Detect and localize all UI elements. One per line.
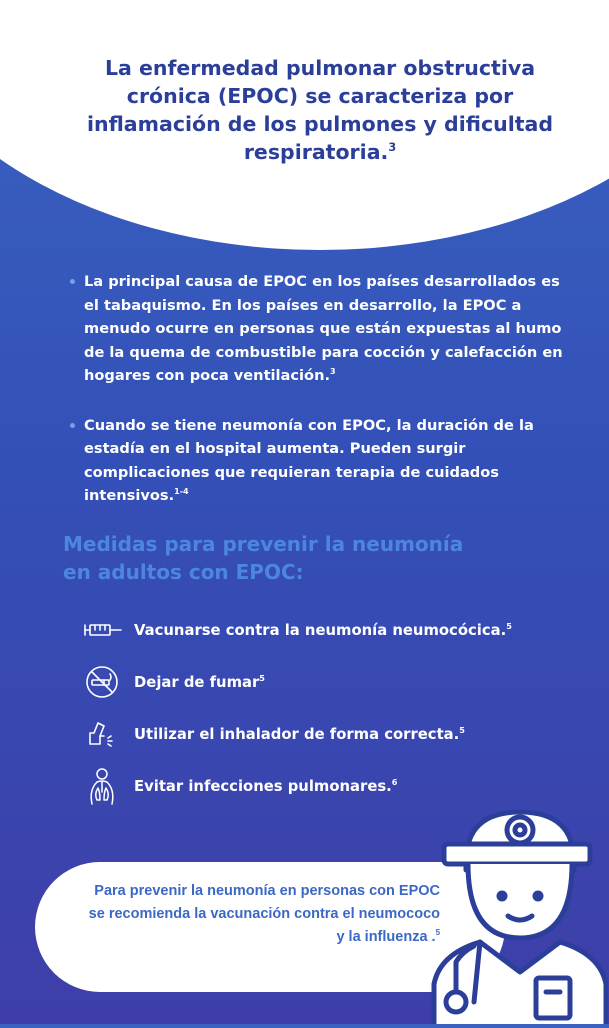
bullet-item-causes	[68, 270, 563, 388]
measure-text: Vacunarse contra la neumonía neumocócica.$^5$	[134, 620, 512, 639]
measure-item-inhaler	[82, 708, 562, 760]
prevention-measures-list	[82, 604, 562, 812]
bullet-dot-icon	[70, 423, 75, 428]
measure-text: Evitar infecciones pulmonares.$^6$	[134, 776, 398, 795]
page-headline	[60, 54, 580, 166]
bullet-text: La principal causa de EPOC en los países desarrollados es el tabaquismo. En los países en desarrollo, la EPOC a menudo ocurre en personas que están expuestas al humo de la quema de combustible para cocción y calefacción en hogares con poca ventilación.	[84, 273, 563, 384]
note-reference: 5	[435, 928, 440, 938]
measure-item-vaccine	[82, 604, 562, 656]
headline-reference: 3	[388, 141, 397, 155]
measure-text: Dejar de fumar$^5$	[134, 672, 265, 691]
measure-text: Utilizar el inhalador de forma correcta.$^5$	[134, 724, 465, 743]
bullet-reference: 1-4	[174, 487, 189, 497]
no-smoking-icon	[82, 662, 122, 702]
bullet-reference: 3	[330, 367, 336, 377]
measure-item-avoid-infections	[82, 760, 562, 812]
note-text: Para prevenir la neumonía en personas con EPOC se recomienda la vacunación contra el neumococo y la influenza .	[88, 883, 440, 945]
headline-text: La enfermedad pulmonar obstructiva crónica (EPOC) se caracteriza por inflamación de los pulmones y dificultad respiratoria.	[86, 56, 554, 164]
bullet-dot-icon	[70, 279, 75, 284]
vaccination-note	[80, 880, 440, 949]
lungs-icon	[82, 766, 122, 806]
info-bullet-list	[68, 270, 563, 534]
measure-item-quit-smoking	[82, 656, 562, 708]
prevention-section-title: Medidas para prevenir la neumonía en adultos con EPOC:	[63, 532, 464, 584]
bullet-item-hospital-stay	[68, 414, 563, 508]
bullet-text: Cuando se tiene neumonía con EPOC, la duración de la estadía en el hospital aumenta. Pueden surgir complicaciones que requieran terapia de cuidados intensivos.	[84, 416, 534, 504]
syringe-icon	[82, 610, 122, 650]
inhaler-icon	[82, 714, 122, 754]
doctor-illustration-icon	[428, 808, 608, 1024]
